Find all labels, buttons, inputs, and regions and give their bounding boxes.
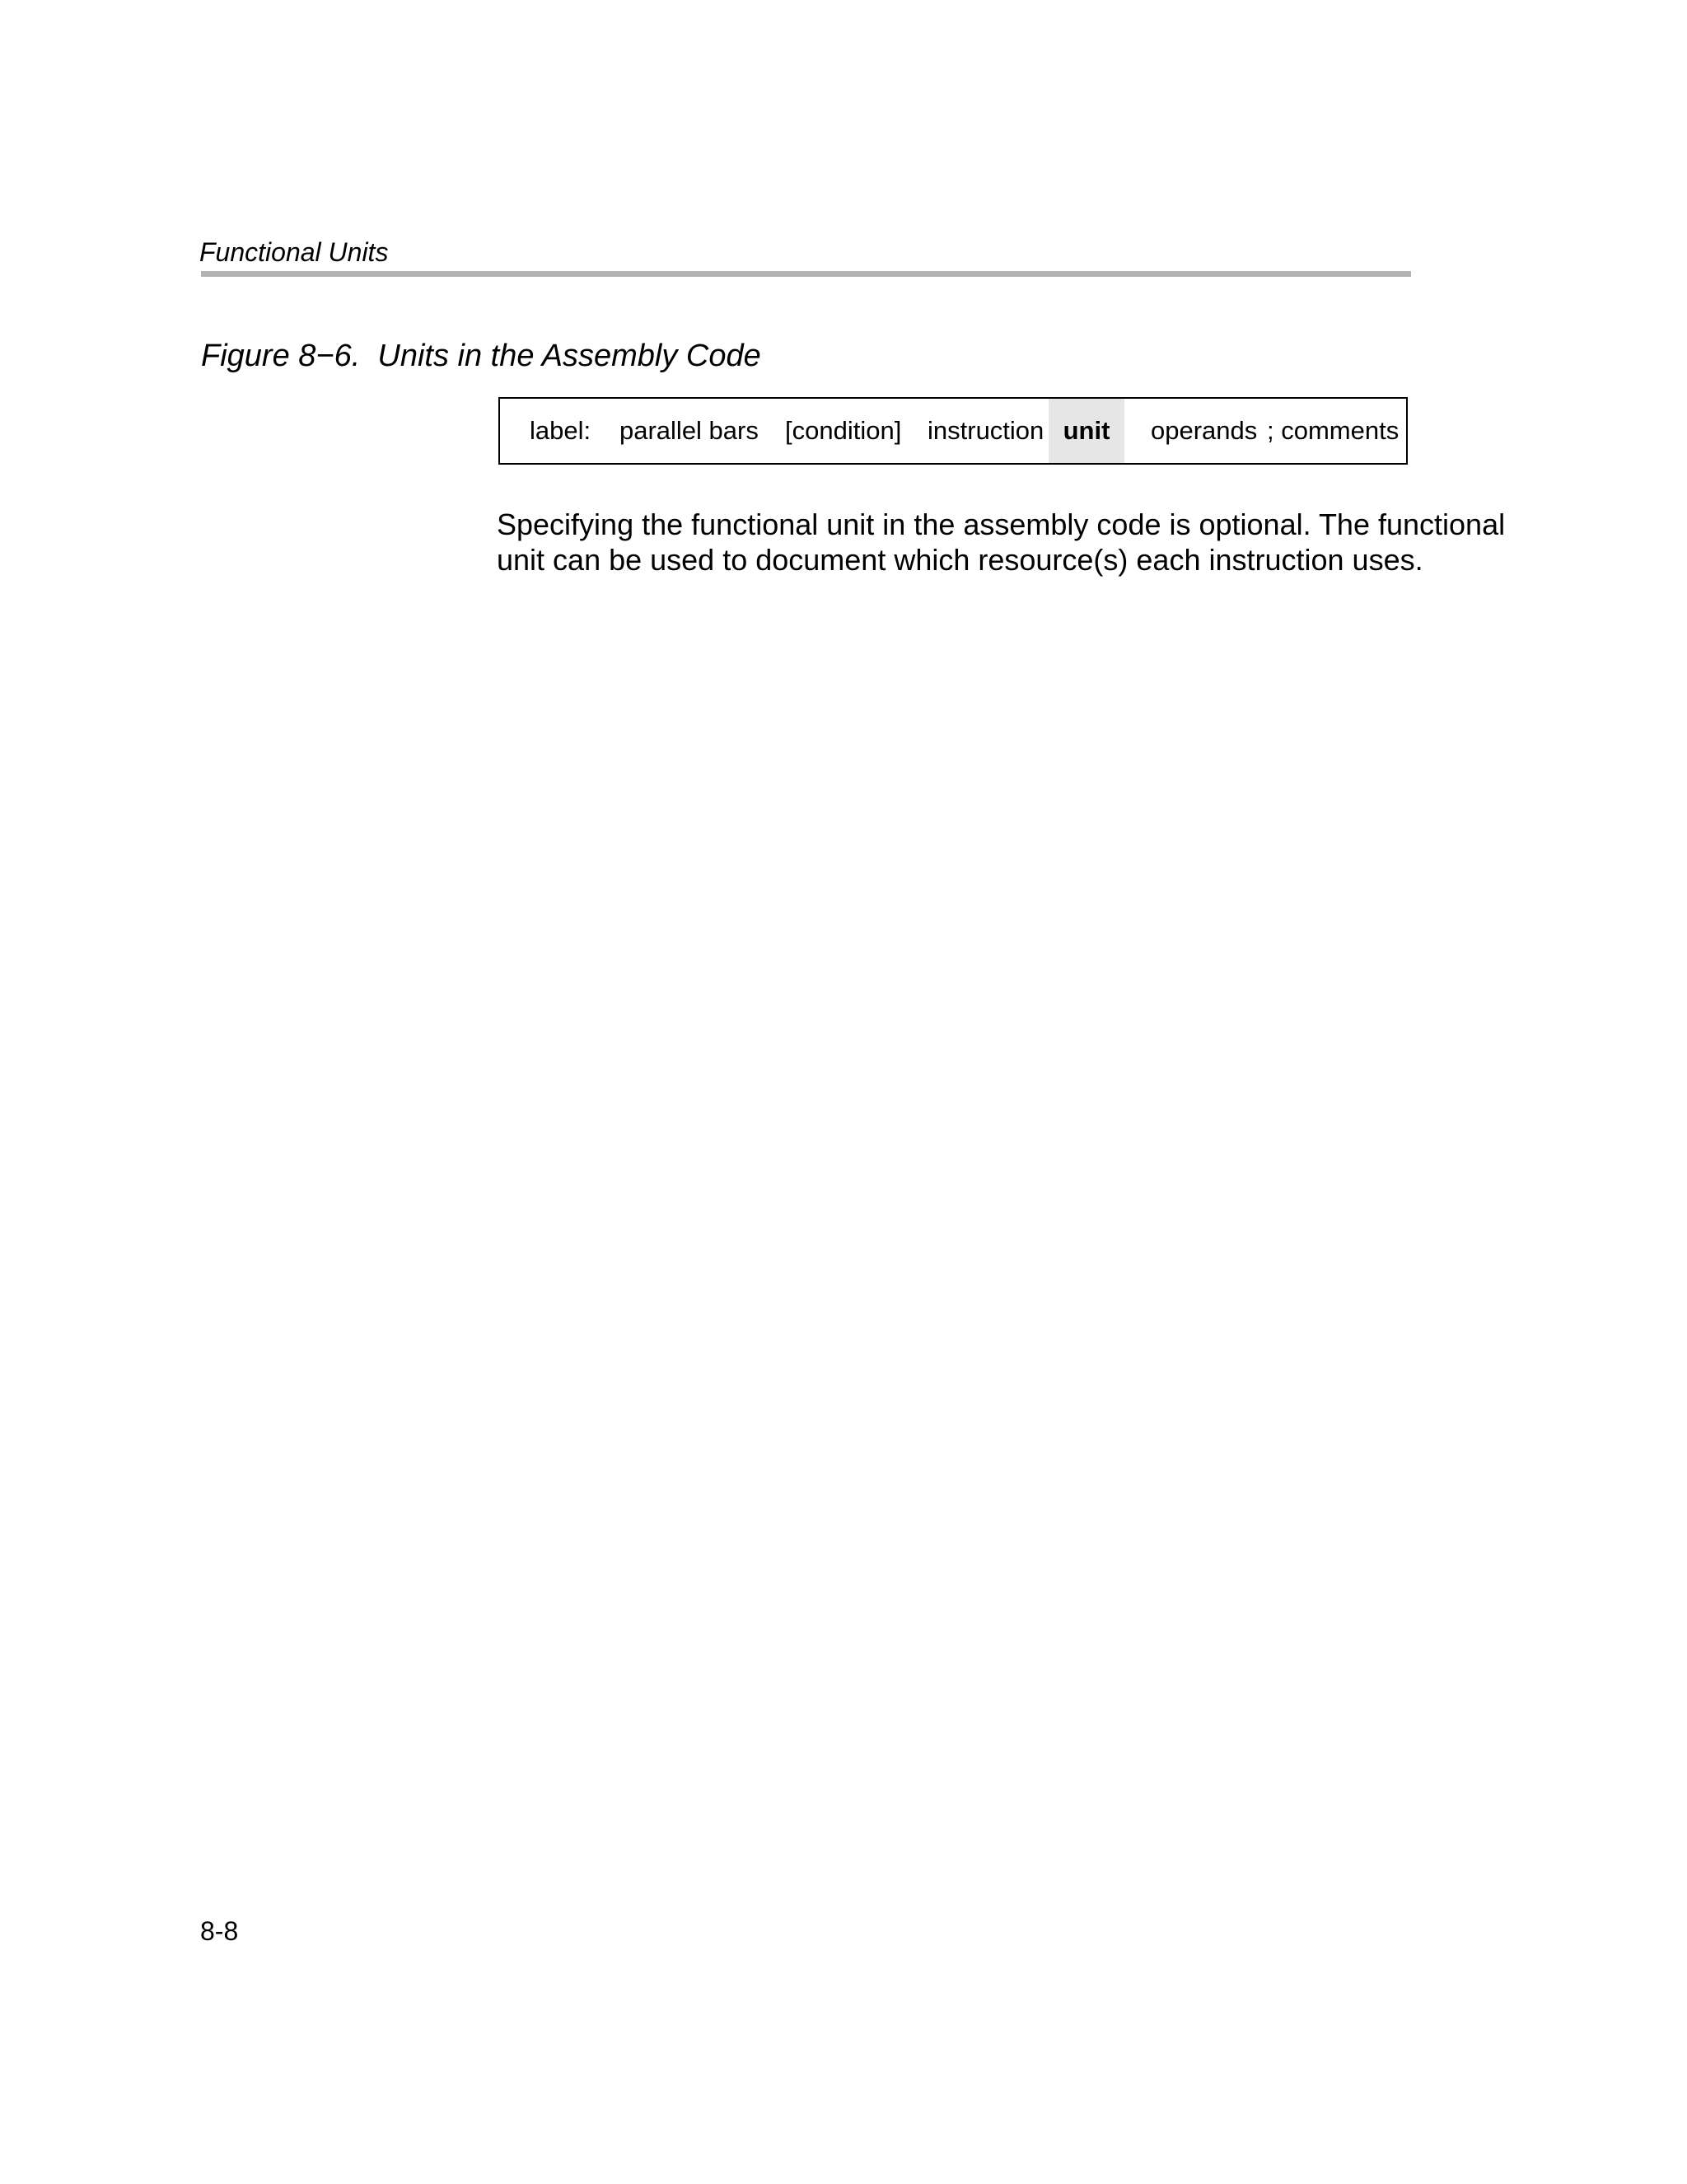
assembly-syntax-figure [498, 397, 1408, 465]
running-header: Functional Units [199, 237, 389, 267]
body-paragraph-line: unit can be used to document which resource(s) each instruction uses. [497, 543, 1423, 577]
field-comments: ; comments [1267, 416, 1400, 445]
header-rule [201, 271, 1411, 277]
field-unit-highlighted: unit [1049, 399, 1124, 463]
field-label: label: [530, 416, 591, 445]
field-condition: [condition] [785, 416, 902, 445]
field-operands: operands [1151, 416, 1258, 445]
page-number: 8-8 [200, 1916, 239, 1946]
field-parallel-bars: parallel bars [619, 416, 759, 445]
field-instruction: instruction [928, 416, 1044, 445]
figure-caption: Figure 8−6. Units in the Assembly Code [201, 339, 761, 373]
body-paragraph-line: Specifying the functional unit in the assembly code is optional. The functional [497, 507, 1506, 541]
body-paragraph [497, 507, 1506, 578]
